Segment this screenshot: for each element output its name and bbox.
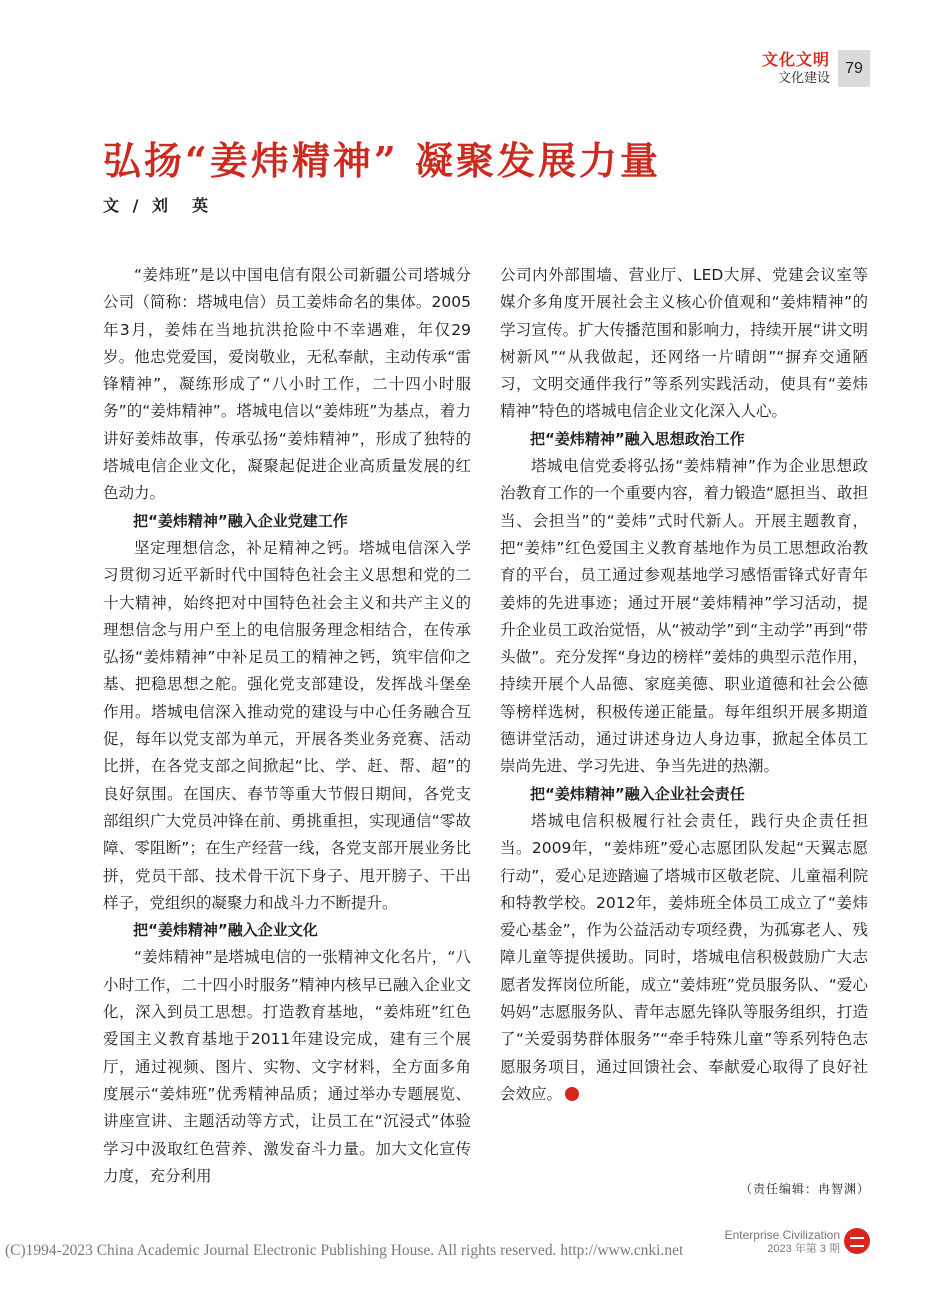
left-column — [103, 262, 471, 1190]
paragraph-social-responsibility — [500, 808, 868, 1108]
section-heading-political-work: 把“姜炜精神”融入思想政治工作 — [530, 429, 745, 448]
journal-english-name: Enterprise Civilization — [724, 1228, 840, 1242]
header-text — [762, 50, 838, 87]
section-heading-corporate-culture: 把“姜炜精神”融入企业文化 — [133, 921, 318, 940]
right-column — [500, 262, 868, 1108]
paragraph-culture-continued: 公司内外部围墙、营业厅、LED大屏、党建会议室等媒介多角度开展社会主义核心价值观和“姜炜精神”的学习宣传。扩大传播范围和影响力，持续开展“讲文明树新风”“从我做起，还网络一片晴朗”“摒弃交通陋习，文明交通伴我行”等系列实践活动，使具有“姜炜精神”特色的塔城电信企业文化深入人心。 — [500, 266, 868, 421]
page-header — [762, 50, 870, 87]
section-heading-social-responsibility: 把“姜炜精神”融入企业社会责任 — [530, 784, 745, 803]
paragraph-corporate-culture: “姜炜精神”是塔城电信的一张精神文化名片，“八小时工作，二十四小时服务”精神内核早已融入企业文化，深入到员工思想。打造教育基地，“姜炜班”红色爱国主义教育基地于2011年建设完成，建有三个展厅，通过视频、图片、实物、文字材料，全方面多角度展示“姜炜班”优秀精神品质；通过举办专题展览、讲座宣讲、主题活动等方式，让员工在“沉浸式”体验学习中汲取红色营养、激发奋斗力量。加大文化宣传力度，充分利用 — [103, 948, 471, 1185]
page-number: 79 — [838, 50, 870, 87]
end-mark-icon — [565, 1087, 579, 1101]
byline: 文 / 刘 英 — [103, 196, 212, 215]
responsible-editor: （责任编辑：冉智渊） — [739, 1182, 870, 1196]
section-title: 文化文明 — [761, 50, 830, 69]
article-title: 弘扬“姜炜精神” 凝聚发展力量 — [103, 138, 661, 183]
section-heading-party-building: 把“姜炜精神”融入企业党建工作 — [133, 511, 348, 530]
paragraph-social-responsibility-text: 塔城电信积极履行社会责任，践行央企责任担当。2009年，“姜炜班”爱心志愿团队发起“天翼志愿行动”，爱心足迹踏遍了塔城市区敬老院、儿童福利院和特教学校。2012年，姜炜班全体员工成立了“姜炜爱心基金”，作为公益活动专项经费，为孤寡老人、残障儿童等提供援助。同时，塔城电信积极鼓励广大志愿者发挥岗位所能，成立“姜炜班”党员服务队、“爱心妈妈”志愿服务队、青年志愿先锋队等服务组织，打造了“关爱弱势群体服务”“牵手特殊儿童”等系列特色志愿服务项目，通过回馈社会、奉献爱心取得了良好社会效应。 — [500, 811, 868, 1103]
paragraph-intro: “姜炜班”是以中国电信有限公司新疆公司塔城分公司（简称：塔城电信）员工姜炜命名的集体。2005年3月，姜炜在当地抗洪抢险中不幸遇难，年仅29岁。他忠党爱国，爱岗敬业，无私奉献，主动传承“雷锋精神”，凝练形成了“八小时工作，二十四小时服务”的“姜炜精神”。塔城电信以“姜炜班”为基点，着力讲好姜炜故事，传承弘扬“姜炜精神”，形成了独特的塔城电信企业文化，凝聚起促进企业高质量发展的红色动力。 — [103, 266, 471, 503]
issue-number: 2023 年第 3 期 — [767, 1243, 840, 1255]
footer-brand — [725, 1228, 840, 1256]
copyright-notice: (C)1994-2023 China Academic Journal Electronic Publishing House. All rights reserved. http://www.cnki.net — [5, 1242, 684, 1259]
section-subtitle: 文化建设 — [777, 71, 830, 86]
paragraph-party-building: 坚定理想信念，补足精神之钙。塔城电信深入学习贯彻习近平新时代中国特色社会主义思想和党的二十大精神，始终把对中国特色社会主义和共产主义的理想信念与用户至上的电信服务理念相结合，在传承弘扬“姜炜精神”中补足员工的精神之钙，筑牢信仰之基、把稳思想之舵。强化党支部建设，发挥战斗堡垒作用。塔城电信深入推动党的建设与中心任务融合互促，每年以党支部为单元，开展各类业务竞赛、活动比拼，在各党支部之间掀起“比、学、赶、帮、超”的良好氛围。在国庆、春节等重大节假日期间，各党支部组织广大党员冲锋在前、勇挑重担，实现通信“零故障、零阻断”；在生产经营一线，各党支部开展业务比拼，党员干部、技术骨干沉下身子、甩开膀子、干出样子，党组织的凝聚力和战斗力不断提升。 — [103, 538, 471, 912]
paragraph-political-work: 塔城电信党委将弘扬“姜炜精神”作为企业思想政治教育工作的一个重要内容，着力锻造“愿担当、敢担当、会担当”的“姜炜”式时代新人。开展主题教育，把“姜炜”红色爱国主义教育基地作为员工思想政治教育的平台，员工通过参观基地学习感悟雷锋式好青年姜炜的先进事迹；通过开展“姜炜精神”学习活动，提升企业员工政治觉悟，从“被动学”到“主动学”再到“带头做”。充分发挥“身边的榜样”姜炜的典型示范作用，持续开展个人品德、家庭美德、职业道德和社会公德等榜样选树，积极传递正能量。每年组织开展多期道德讲堂活动，通过讲述身边人身边事，掀起全体员工崇尚先进、学习先进、争当先进的热潮。 — [500, 457, 868, 776]
journal-logo-icon — [844, 1228, 870, 1254]
